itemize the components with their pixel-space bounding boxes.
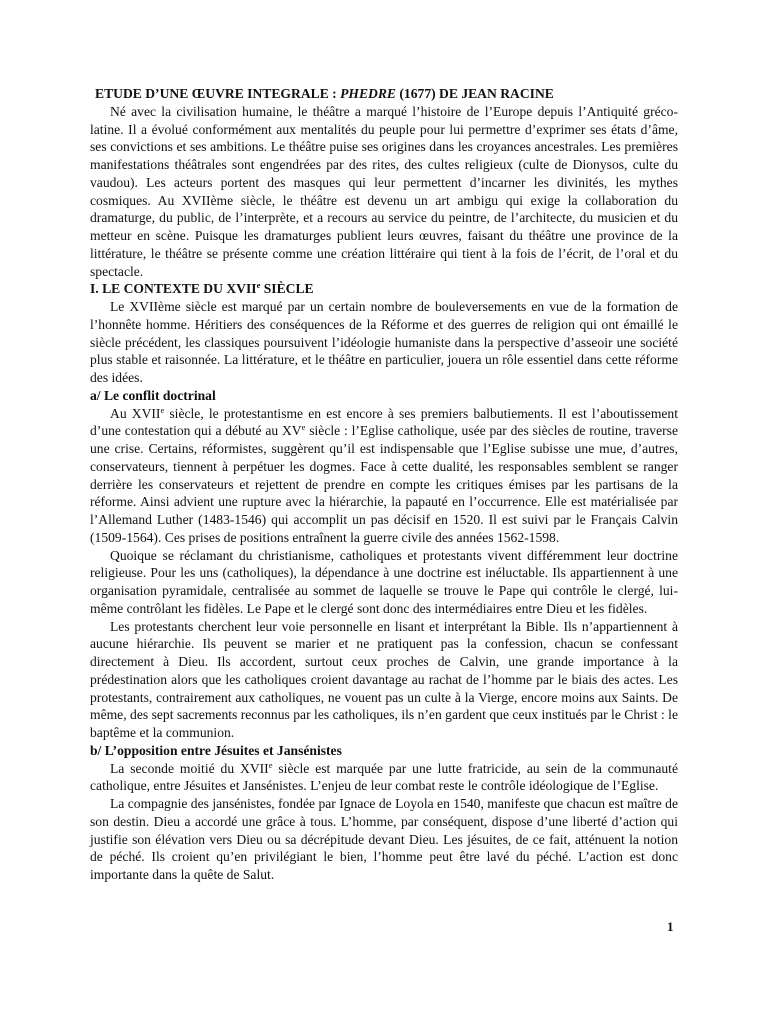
section-a-paragraph-2: Quoique se réclamant du christianisme, catholiques et protestants vivent différemment leur doctrine religieuse. Pour les uns (catholiques), la dépendance à une doctrine est inéluctable. Ils appartiennent à une organisation pyramidale, centralisée au sommet de laquelle se trouve le Pape qui contrôle le clergé, lui-même contrôlant les fidèles. Le Pape et le clergé sont donc des intermédiaires entre Dieu et les fidèles. — [90, 547, 678, 616]
title-work: PHEDRE — [340, 86, 396, 101]
section-b-paragraph-1 — [90, 760, 678, 796]
intro-paragraph: Né avec la civilisation humaine, le théâtre a marqué l’histoire de l’Europe depuis l’Antiquité gréco-latine. Il a évolué conformément aux mentalités du peuple pour lui permettre d’exprimer ses états d’âme, ses convictions et ses ambitions. Le théâtre puise ses origines dans les croyances ancestrales. Les premières manifestations théâtrales sont engendrées par des rites, des cultes religieux (culte de Dionysos, culte du vaudou). Les acteurs portent des masques qui leur permettent d’incarner les divinités, les mythes cosmiques. Au XVIIème siècle, le théâtre est devenu un art ambigu qui exige la collaboration du dramaturge, du public, de l’interprète, et a recours au service du peintre, de l’architecte, du musicien et du metteur en scène. Puisque les dramaturges publient leurs œuvres, faisant du théâtre une province de la littérature, le théâtre se présente comme une création littéraire qui tient à la fois de l’écrit, de l’oral et du spectacle. — [90, 103, 678, 279]
section-heading-1-sup: e — [256, 280, 261, 291]
title-suffix: (1677) DE JEAN RACINE — [396, 86, 554, 101]
a-p1-sup2: e — [301, 422, 306, 433]
subheading-a: a/ Le conflit doctrinal — [90, 387, 216, 403]
section-a-paragraph-3: Les protestants cherchent leur voie personnelle en lisant et interprétant la Bible. Ils n’appartiennent à aucune hiérarchie. Ils peuvent se marier et ne pratiquent pas la confession, chacun se confessant directement à Dieu. Ils accordent, surtout ceux proches de Calvin, une grande importance à la prédestination alors que les catholiques croient davantage au rachat de l’homme par le biais des actes. Les protestants, contrairement aux catholiques, ne vouent pas un culte à la Vierge, encore moins aux Saints. De même, des sept sacrements reconnus par les catholiques, ils n’en gardent que ceux institués par le Christ : le baptême et la communion. — [90, 618, 678, 740]
a-p1-sup1: e — [160, 404, 165, 415]
section-a-paragraph-1 — [90, 405, 678, 547]
b-p1-sup: e — [268, 759, 273, 770]
a-p1-part2: siècle, le protestantisme en est encore à ses premiers balbutiements. Il est l’aboutissement d’une contestation qui a débuté au XV — [90, 405, 679, 439]
subheading-b: b/ L’opposition entre Jésuites et Jansénistes — [90, 742, 342, 758]
page-number: 1 — [667, 919, 674, 934]
title-prefix: ETUDE D’UNE ŒUVRE INTEGRALE : — [95, 86, 341, 101]
b-p1-part2: siècle est marquée par une lutte fratricide, au sein de la communauté catholique, entre Jésuites et Jansénistes. L’enjeu de leur combat reste le contrôle idéologique de l’Eglise. — [90, 760, 678, 794]
document-title — [90, 85, 678, 103]
section1-paragraph: Le XVIIème siècle est marqué par un certain nombre de bouleversements en vue de la formation de l’honnête homme. Héritiers des conséquences de la Réforme et des guerres de religion qui ont émaillé le siècle précédent, les classiques poursuivent l’idéologie humaniste dans la perspective d’asseoir une société plus stable et raisonnée. La littérature, et le théâtre en particulier, jouera un rôle essentiel dans cette réforme des idées. — [90, 299, 678, 385]
a-p1-part3: siècle : l’Eglise catholique, usée par des siècles de routine, traverse une crise. Certains, réformistes, suggèrent qu’il est indispensable que l’Eglise subisse une mue, d’autres, conservateurs, tiennent à perpétuer les dogmes. Face à cette dualité, les responsables semblent se ranger derrière les conservateurs et rejettent de prendre en compte les critiques émises par les partisans de la réforme. Ainsi advient une rupture avec la hiérarchie, la papauté en l’occurrence. Elle est matérialisée par l’Allemand Luther (1483-1546) qui accomplit un pas décisif en 1520. Il est suivi par le Français Calvin (1509-1564). Ces prises de positions entraînent la guerre civile des années 1562-1598. — [90, 423, 678, 545]
section-heading-1 — [90, 280, 678, 298]
section-b-paragraph-2: La compagnie des jansénistes, fondée par Ignace de Loyola en 1540, manifeste que chacun est maître de son destin. Dieu a accordé une grâce à tous. L’homme, par conséquent, dispose d’une liberté d’action qui justifie son élévation vers Dieu ou sa décrépitude devant Dieu. Les jésuites, de ce fait, atténuent la notion de péché. Ils croient qu’en privilégiant le bien, l’homme peut être lavé du péché. L’action est donc importante dans la quête de Salut. — [90, 796, 678, 882]
section-heading-1-prefix: I. LE CONTEXTE DU XVII — [90, 281, 257, 297]
b-p1-part1: La seconde moitié du XVII — [110, 760, 269, 776]
section-heading-1-suffix: SIÈCLE — [260, 281, 314, 297]
a-p1-part1: Au XVII — [110, 405, 161, 421]
document-page — [90, 85, 678, 884]
